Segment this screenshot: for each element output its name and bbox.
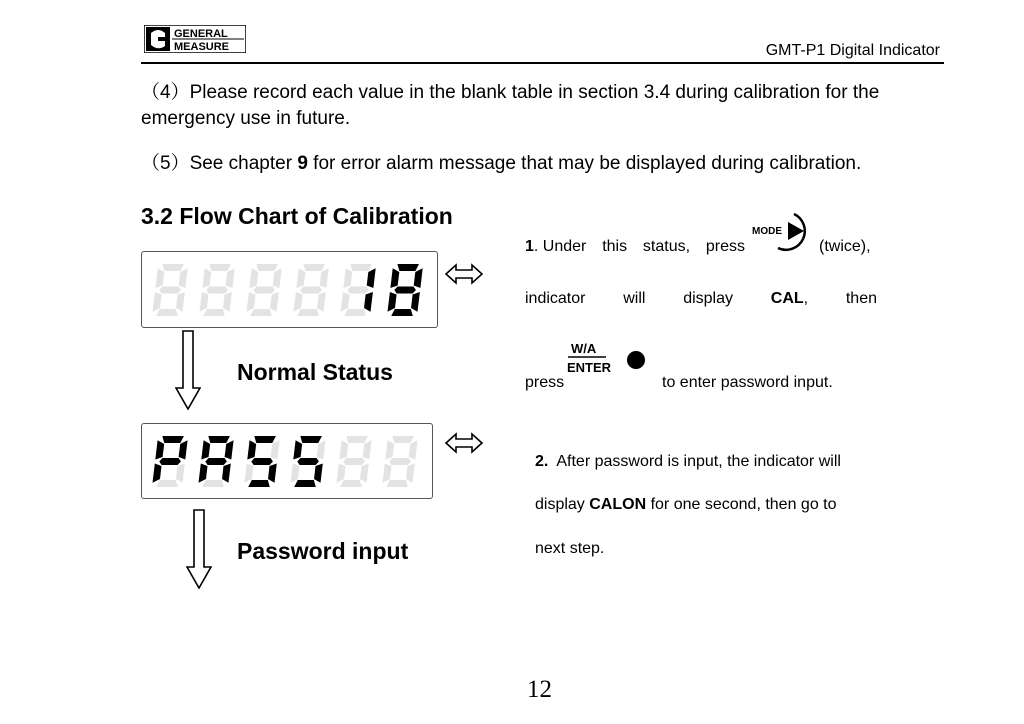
enter-key-bottom-label: ENTER	[567, 360, 612, 375]
segment-f	[339, 440, 348, 459]
password-input-label: Password input	[237, 538, 409, 564]
segment-e	[388, 292, 397, 312]
enter-key-top-label: W/A	[571, 341, 597, 356]
segment-d	[156, 480, 178, 487]
segment-a	[346, 436, 368, 443]
segment-g	[206, 287, 228, 294]
segment-f	[385, 440, 394, 459]
segment-e	[341, 292, 350, 312]
segment-g	[159, 458, 181, 465]
segment-b	[363, 440, 372, 459]
step2-line1	[535, 453, 880, 471]
comma: ,	[803, 290, 809, 307]
segment-g	[297, 458, 319, 465]
segment-d	[248, 480, 270, 487]
segment-b	[317, 440, 326, 459]
segment-f	[249, 268, 258, 288]
paragraph-5-prefix: （5）See chapter	[141, 153, 298, 174]
segment-d	[386, 480, 408, 487]
seven-segment-readout	[142, 252, 437, 327]
segment-b	[225, 440, 234, 459]
segment-c	[176, 464, 185, 483]
step1-word: status,	[642, 238, 691, 255]
segment-c	[411, 292, 420, 312]
calon-bold: CALON	[589, 496, 647, 513]
paragraph-5	[141, 151, 946, 177]
segment-e	[153, 464, 162, 483]
digit-2	[199, 436, 234, 487]
double-arrow-icon	[444, 263, 484, 285]
seven-segment-readout	[142, 424, 432, 498]
segment-d	[340, 480, 362, 487]
segment-f	[155, 440, 164, 459]
segment-c	[176, 292, 185, 312]
segment-e	[294, 292, 303, 312]
segment-f	[247, 440, 256, 459]
cal-bold: CAL	[770, 290, 804, 307]
segment-a	[162, 264, 184, 271]
segment-d	[391, 309, 413, 316]
press-text: press	[525, 374, 565, 391]
segment-d	[297, 309, 319, 316]
segment-a	[208, 436, 230, 443]
segment-f	[343, 268, 352, 288]
step2-number: 2.	[535, 453, 549, 470]
logo-line2: MEASURE	[174, 41, 230, 53]
segment-a	[162, 436, 184, 443]
segment-c	[268, 464, 277, 483]
segment-a	[256, 264, 278, 271]
company-logo	[144, 25, 246, 53]
enter-key-icon	[566, 340, 650, 382]
segment-d	[202, 480, 224, 487]
cal-word	[771, 290, 808, 308]
segment-f	[296, 268, 305, 288]
segment-b	[409, 440, 418, 459]
step1-word: . Under	[533, 238, 587, 255]
mode-key-icon	[748, 206, 820, 258]
digit-5	[337, 436, 372, 487]
segment-c	[314, 464, 323, 483]
segment-a	[392, 436, 414, 443]
chapter-number: 9	[297, 153, 308, 174]
segment-b	[226, 268, 235, 288]
step1-line1	[525, 238, 745, 256]
digit-1	[153, 264, 188, 316]
step2-line3: next step.	[535, 540, 605, 557]
display-normal-status	[141, 251, 438, 328]
segment-g	[347, 287, 369, 294]
segment-c	[222, 464, 231, 483]
step2-text: After password is input, the indicator will	[548, 453, 841, 470]
segment-a	[303, 264, 325, 271]
segment-b	[367, 268, 376, 288]
segment-b	[273, 268, 282, 288]
segment-e	[199, 464, 208, 483]
step1-word: this	[602, 238, 628, 255]
segment-a	[254, 436, 276, 443]
paragraph-4: （4）Please record each value in the blank table in section 3.4 during calibration for the emergency use in future.	[141, 82, 880, 129]
step2-line2	[535, 496, 880, 514]
segment-d	[203, 309, 225, 316]
digit-6	[383, 436, 418, 487]
mode-key-label: MODE	[752, 226, 782, 237]
page-number: 12	[527, 676, 552, 703]
step1-word: then	[845, 290, 877, 307]
step1-word: indicator	[525, 290, 586, 307]
segment-b	[179, 440, 188, 459]
segment-c	[317, 292, 326, 312]
segment-e	[291, 464, 300, 483]
digit-6	[388, 264, 423, 316]
down-arrow-icon	[186, 509, 212, 589]
digit-3	[247, 264, 282, 316]
segment-g	[300, 287, 322, 294]
segment-g	[251, 458, 273, 465]
down-arrow-icon	[175, 330, 201, 410]
segment-d	[250, 309, 272, 316]
document-title: GMT-P1 Digital Indicator	[765, 42, 940, 59]
step1-word: will	[623, 290, 646, 307]
segment-c	[406, 464, 415, 483]
step1-line2	[525, 290, 877, 308]
segment-f	[390, 268, 399, 288]
segment-a	[397, 264, 419, 271]
segment-a	[300, 436, 322, 443]
segment-e	[337, 464, 346, 483]
segment-c	[364, 292, 373, 312]
normal-status-label: Normal Status	[237, 359, 393, 385]
segment-b	[320, 268, 329, 288]
step1-line3: to enter password input.	[662, 374, 833, 391]
segment-d	[294, 480, 316, 487]
digit-2	[200, 264, 235, 316]
digit-5	[341, 264, 376, 316]
segment-g	[205, 458, 227, 465]
segment-e	[200, 292, 209, 312]
step1-word: press	[705, 238, 745, 255]
segment-e	[383, 464, 392, 483]
step2-text: display	[535, 496, 590, 513]
segment-f	[293, 440, 302, 459]
paragraph-5-suffix: for error alarm message that may be displayed during calibration.	[307, 153, 862, 174]
step1-first-words	[525, 238, 586, 256]
segment-g	[343, 458, 365, 465]
header-divider	[141, 62, 944, 64]
segment-e	[245, 464, 254, 483]
step1-word: display	[683, 290, 734, 307]
segment-e	[247, 292, 256, 312]
segment-d	[344, 309, 366, 316]
step1-number: 1	[525, 238, 534, 255]
twice-text: (twice),	[819, 238, 871, 255]
segment-c	[223, 292, 232, 312]
segment-b	[179, 268, 188, 288]
display-password	[141, 423, 433, 499]
segment-b	[414, 268, 423, 288]
segment-g	[253, 287, 275, 294]
logo-line1: GENERAL	[174, 28, 228, 40]
segment-b	[271, 440, 280, 459]
segment-f	[201, 440, 210, 459]
segment-g	[159, 287, 181, 294]
section-heading: 3.2 Flow Chart of Calibration	[141, 203, 453, 229]
segment-a	[209, 264, 231, 271]
segment-c	[270, 292, 279, 312]
segment-f	[202, 268, 211, 288]
digit-1	[153, 436, 188, 487]
double-arrow-icon	[444, 432, 484, 454]
digit-4	[294, 264, 329, 316]
segment-f	[155, 268, 164, 288]
segment-a	[350, 264, 372, 271]
digit-4	[291, 436, 326, 487]
segment-d	[156, 309, 178, 316]
segment-g	[394, 287, 416, 294]
step2-text: for one second, then go to	[646, 496, 837, 513]
segment-c	[360, 464, 369, 483]
digit-3	[245, 436, 280, 487]
segment-g	[389, 458, 411, 465]
segment-e	[153, 292, 162, 312]
